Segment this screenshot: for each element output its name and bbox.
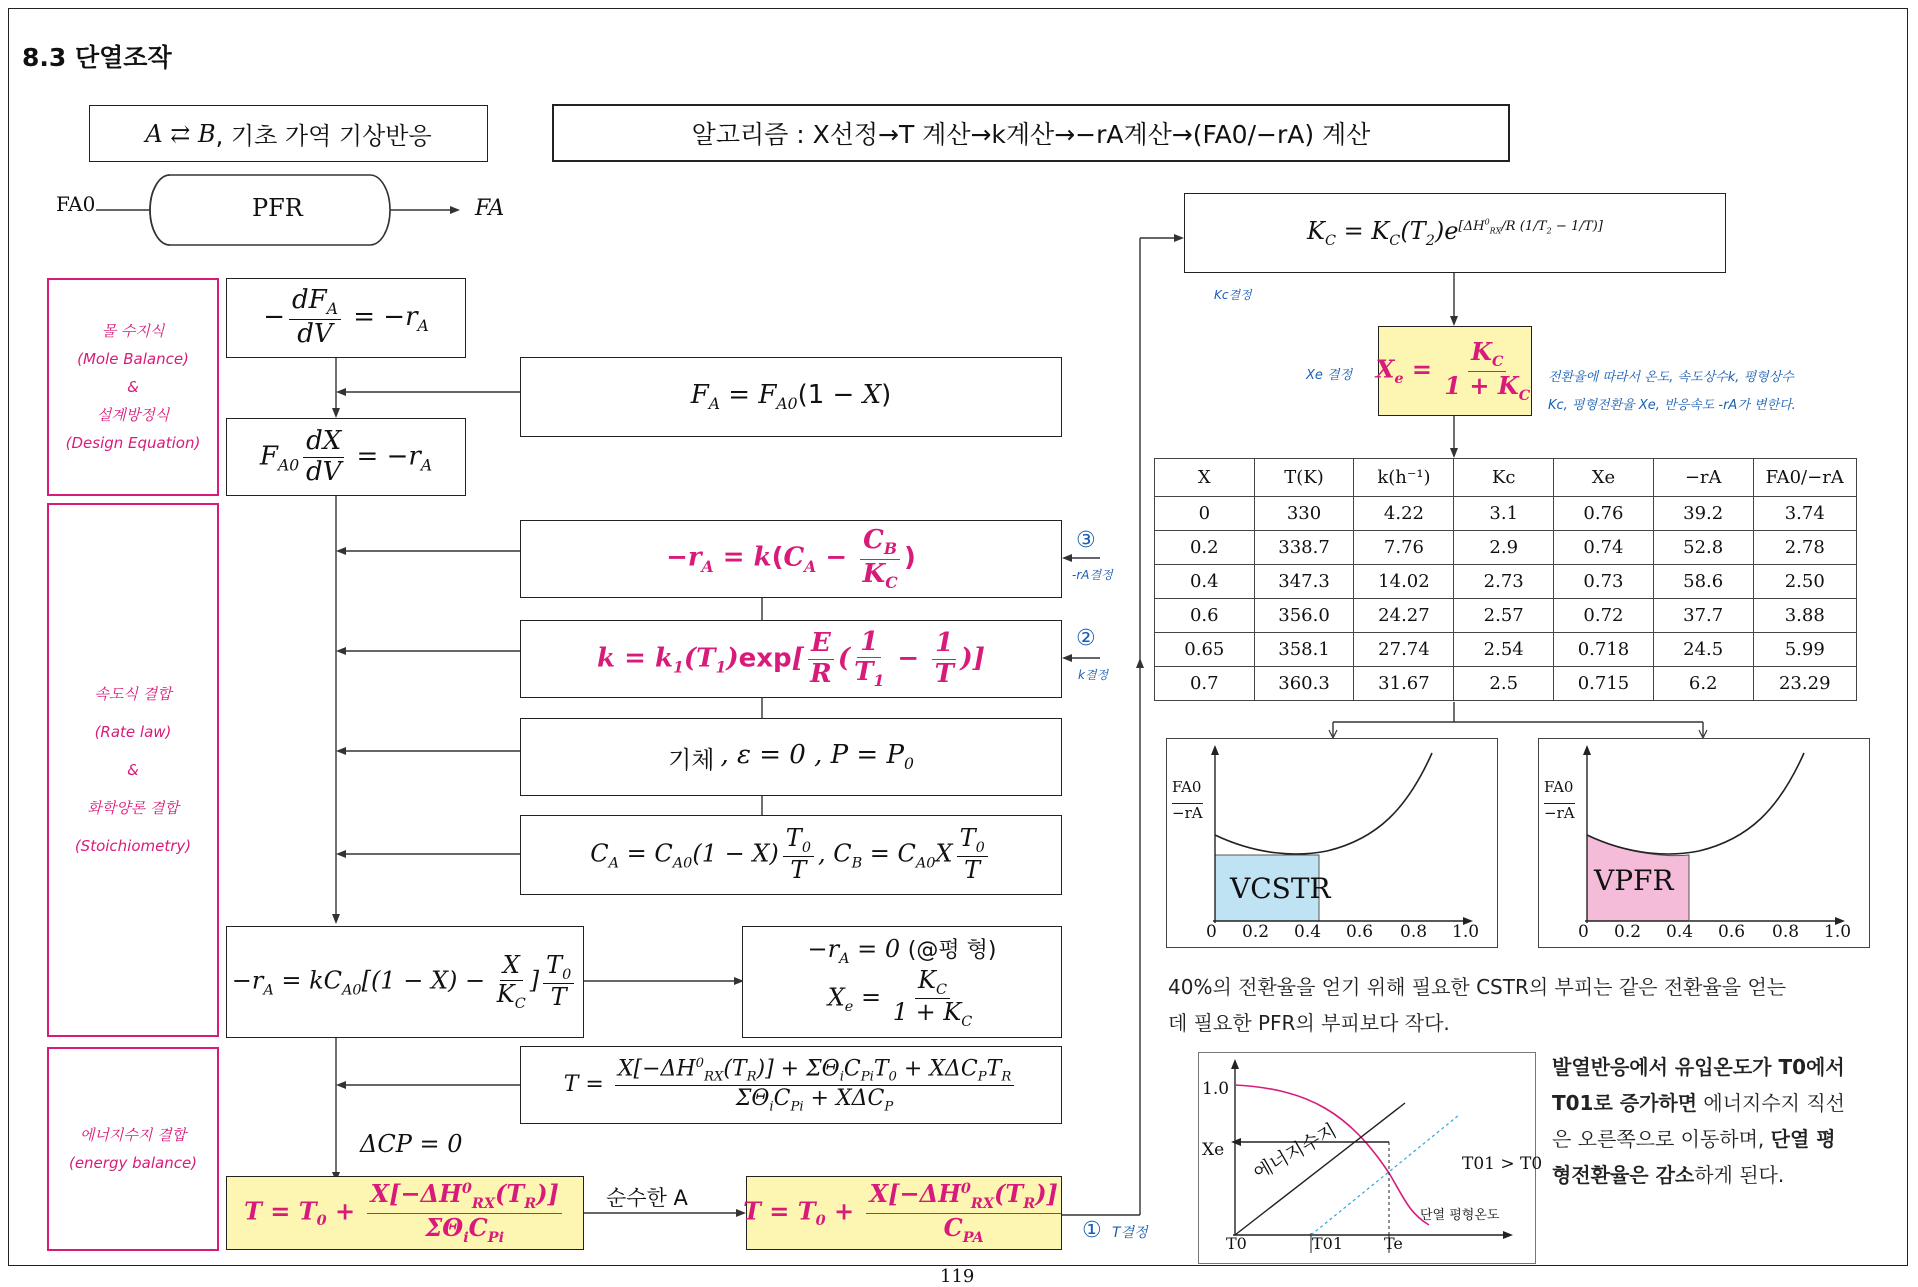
energy-balance-label: 에너지수지 bbox=[1250, 1119, 1341, 1185]
pfr-xtick: 0.6 bbox=[1718, 922, 1746, 942]
table-cell: 0.2 bbox=[1155, 531, 1255, 565]
energy-balance-eq: T = $\frac{X[-\Delta H^0_{RX}(T_R)] + \Sigma\Theta_iC_{Pi}T_0 + X\Delta C_PT_R}{\Sigma\Theta_iC_{Pi} + X\Delta C_P}$ bbox=[564, 1056, 1019, 1114]
xe-plot-ylabel: Xe bbox=[1202, 1140, 1225, 1160]
table-cell: 0.6 bbox=[1155, 599, 1255, 633]
rate-expression-eq: $-r_A = k(C_A$ − $\frac{C_B}{K_C}$ ) bbox=[666, 525, 916, 592]
kc-eq: $K_C = K_C(T_2)e[\Delta H0RX/R (1/T2 - 1/T)]$ bbox=[1307, 217, 1603, 249]
cstr-xtick: 0 bbox=[1206, 922, 1217, 942]
equilibrium-condition: $-r_A = 0$ (@평 형) bbox=[807, 935, 997, 968]
rate-law-line-2: (Rate law) bbox=[94, 723, 172, 741]
conclusion-line-1 bbox=[1552, 1048, 1845, 1086]
mole-balance-line-2: (Mole Balance) bbox=[77, 350, 189, 368]
t-compare-label: T01 > T0 bbox=[1462, 1154, 1543, 1174]
conclusion-line-2-bold: T01로 증가하면 bbox=[1552, 1091, 1698, 1115]
conclusion-line-2-rest: 에너지수지 직선 bbox=[1697, 1091, 1846, 1115]
table-cell: 24.27 bbox=[1354, 599, 1454, 633]
conclusion-line-2 bbox=[1552, 1084, 1845, 1122]
table-cell: 0.65 bbox=[1155, 633, 1255, 667]
table-cell: 0.76 bbox=[1554, 497, 1654, 531]
table-header-row bbox=[1155, 459, 1857, 497]
table-cell: 0.73 bbox=[1554, 565, 1654, 599]
conclusion-line-4 bbox=[1552, 1156, 1784, 1194]
pfr-xtick: 1.0 bbox=[1824, 922, 1852, 942]
combined-rate-box bbox=[226, 926, 584, 1038]
mole-balance-line-3: & bbox=[127, 378, 139, 396]
molar-flow-box bbox=[520, 357, 1062, 437]
table-header: Kc bbox=[1454, 459, 1554, 497]
table-row bbox=[1155, 565, 1857, 599]
table-cell: 360.3 bbox=[1254, 667, 1354, 701]
gas-label: 기체 bbox=[668, 745, 715, 774]
delta-cp-label: ΔCP = 0 bbox=[360, 1130, 463, 1158]
table-cell: 0.718 bbox=[1554, 633, 1654, 667]
table-cell: 3.74 bbox=[1753, 497, 1857, 531]
page-number: 119 bbox=[940, 1266, 975, 1287]
table-cell: 7.76 bbox=[1354, 531, 1454, 565]
mole-balance-eq-box bbox=[226, 278, 466, 358]
table-cell: 31.67 bbox=[1354, 667, 1454, 701]
table-header: X bbox=[1155, 459, 1255, 497]
table-cell: 14.02 bbox=[1354, 565, 1454, 599]
rate-expression-box bbox=[520, 520, 1062, 598]
cstr-xtick: 0.8 bbox=[1400, 922, 1428, 942]
table-cell: 39.2 bbox=[1653, 497, 1753, 531]
table-cell: 37.7 bbox=[1653, 599, 1753, 633]
fa0-label: FA0 bbox=[56, 192, 96, 216]
rate-law-line-4: 화학양론 결합 bbox=[87, 799, 179, 817]
table-cell: 338.7 bbox=[1254, 531, 1354, 565]
table-cell: 5.99 bbox=[1753, 633, 1857, 667]
table-cell: 2.57 bbox=[1454, 599, 1554, 633]
table-header: Xe bbox=[1554, 459, 1654, 497]
concentration-box bbox=[520, 815, 1062, 895]
step-3-label: -rA결정 bbox=[1072, 568, 1113, 582]
cstr-ylabel-top: FA0 bbox=[1172, 778, 1202, 796]
energy-line-2: (energy balance) bbox=[68, 1154, 198, 1172]
cstr-curve bbox=[1215, 753, 1432, 854]
cstr-xtick: 0.6 bbox=[1346, 922, 1374, 942]
kc-note: Kc결정 bbox=[1214, 288, 1252, 302]
pfr-xtick: 0.4 bbox=[1666, 922, 1694, 942]
conclusion-line-3 bbox=[1552, 1120, 1836, 1158]
table-header: −rA bbox=[1653, 459, 1753, 497]
pure-a-label: 순수한 A bbox=[606, 1186, 688, 1210]
algorithm-text: 알고리즘 : X선정→T 계산→k계산→−rA계산→(FA0/−rA) 계산 bbox=[691, 120, 1371, 149]
table-cell: 27.74 bbox=[1354, 633, 1454, 667]
table-cell: 6.2 bbox=[1653, 667, 1753, 701]
rate-law-line-1: 속도식 결합 bbox=[94, 685, 172, 703]
xe-plot-xtick: Te bbox=[1384, 1234, 1403, 1253]
comparison-text-1: 40%의 전환율을 얻기 위해 필요한 CSTR의 부피는 같은 전환율을 얻는 bbox=[1168, 975, 1787, 999]
design-eq: $F_{A0}$ $\frac{dX}{dV}$ = $-r_A$ bbox=[259, 425, 433, 487]
comparison-text-2: 데 필요한 PFR의 부피보다 작다. bbox=[1168, 1011, 1450, 1035]
rate-law-line-5: (Stoichiometry) bbox=[74, 837, 192, 855]
pfr-ylabel-bottom: −rA bbox=[1544, 804, 1575, 822]
table-cell: 23.29 bbox=[1753, 667, 1857, 701]
design-eq-box bbox=[226, 418, 466, 496]
table-header: T(K) bbox=[1254, 459, 1354, 497]
xe-plot-xtick: T0 bbox=[1226, 1234, 1247, 1253]
adiabatic-temp-eq: $T = T_0$ + $\frac{X[-\Delta H^0_{RX}(T_R)]}{\Sigma\Theta_iC_{Pi}}$ bbox=[244, 1180, 566, 1246]
conversion-table bbox=[1154, 458, 1857, 701]
equilibrium-label: (@평 형) bbox=[907, 938, 997, 964]
rate-constant-box bbox=[520, 620, 1062, 698]
table-cell: 2.54 bbox=[1454, 633, 1554, 667]
kc-box bbox=[1184, 193, 1726, 273]
cstr-xtick: 0.2 bbox=[1242, 922, 1270, 942]
conclusion-line-3-bold: 단열 평 bbox=[1770, 1127, 1836, 1151]
energy-balance-box-general bbox=[520, 1046, 1062, 1124]
pfr-plot bbox=[1538, 738, 1870, 948]
pfr-volume-label: VPFR bbox=[1594, 864, 1674, 897]
molar-flow-eq: $F_A = F_{A0}(1 - X)$ bbox=[690, 380, 892, 414]
conclusion-line-4-bold: 형전환율은 감소 bbox=[1552, 1163, 1695, 1187]
cstr-ylabel-bottom: −rA bbox=[1172, 804, 1203, 822]
table-cell: 2.9 bbox=[1454, 531, 1554, 565]
xe-box bbox=[1375, 326, 1532, 416]
table-cell: 3.1 bbox=[1454, 497, 1554, 531]
table-cell: 0.715 bbox=[1554, 667, 1654, 701]
cstr-xtick: 1.0 bbox=[1452, 922, 1480, 942]
step-1-label: T결정 bbox=[1112, 1225, 1148, 1241]
table-cell: 0.4 bbox=[1155, 565, 1255, 599]
xe-eq: $X_e$ = $\frac{K_C}{1 + K_C}$ bbox=[1375, 337, 1531, 404]
conclusion-line-3-text: 은 오른쪽으로 이동하며, bbox=[1552, 1127, 1771, 1151]
gas-phase-box bbox=[520, 718, 1062, 796]
xe-plot-ytick: 1.0 bbox=[1202, 1079, 1230, 1099]
step-1-circle: ① bbox=[1082, 1218, 1102, 1243]
pfr-curve bbox=[1587, 753, 1804, 854]
table-cell: 0 bbox=[1155, 497, 1255, 531]
table-row bbox=[1155, 633, 1857, 667]
cstr-xtick: 0.4 bbox=[1294, 922, 1322, 942]
section-title: 8.3 단열조작 bbox=[22, 43, 172, 72]
pfr-ylabel-top: FA0 bbox=[1544, 778, 1574, 796]
cstr-plot bbox=[1166, 738, 1498, 948]
table-cell: 347.3 bbox=[1254, 565, 1354, 599]
xe-plot-xtick: T01 bbox=[1312, 1234, 1344, 1253]
table-cell: 2.50 bbox=[1753, 565, 1857, 599]
fa-label: FA bbox=[475, 196, 505, 221]
pure-a-temp-eq: $T = T_0$ + $\frac{X[-\Delta H^0_{RX}(T_R)]}{C_{PA}}$ bbox=[743, 1180, 1065, 1246]
pfr-xtick: 0.2 bbox=[1614, 922, 1642, 942]
concentration-eq: $C_A = C_{A0}(1 - X)$ $\frac{T_0}{T}$ , $C_B = C_{A0}X$ $\frac{T_0}{T}$ bbox=[590, 825, 991, 885]
adiabatic-temp-box bbox=[226, 1176, 584, 1250]
step-3-circle: ③ bbox=[1076, 528, 1096, 553]
table-cell: 2.78 bbox=[1753, 531, 1857, 565]
table-cell: 356.0 bbox=[1254, 599, 1354, 633]
pfr-xtick: 0.8 bbox=[1772, 922, 1800, 942]
table-row bbox=[1155, 531, 1857, 565]
xe-side-note-1: 전환율에 따라서 온도, 속도상수k, 평형상수 bbox=[1548, 370, 1794, 385]
table-cell: 358.1 bbox=[1254, 633, 1354, 667]
adiabatic-eq-temp-label: 단열 평형온도 bbox=[1420, 1208, 1500, 1223]
mole-balance-line-1: 몰 수지식 bbox=[101, 322, 165, 340]
mole-balance-line-5: (Design Equation) bbox=[65, 434, 201, 452]
table-cell: 2.5 bbox=[1454, 667, 1554, 701]
equilibrium-conversion-eq: $X_e$ = $\frac{K_C}{1 + K_C}$ bbox=[827, 966, 973, 1031]
combined-rate-eq: $-r_A = kC_{A0}[(1 - X)$ − $\frac{X}{K_C}$ ] $\frac{T_0}{T}$ bbox=[232, 952, 579, 1012]
rate-constant-eq: $k = k_1(T_1)\exp$[ $\frac{E}{R}$ ( $\frac{1}{T_1}$ − $\frac{1}{T}$ )] bbox=[597, 626, 985, 691]
pure-a-temp-box bbox=[743, 1176, 1062, 1250]
cstr-volume-label: VCSTR bbox=[1230, 872, 1331, 905]
step-2-circle: ② bbox=[1076, 626, 1096, 651]
pfr-xtick: 0 bbox=[1578, 922, 1589, 942]
pfr-label: PFR bbox=[252, 194, 303, 222]
xe-side-note-2: Kc, 평형전환율 Xe, 반응속도 -rA가 변한다. bbox=[1548, 398, 1796, 413]
table-cell: 52.8 bbox=[1653, 531, 1753, 565]
table-cell: 58.6 bbox=[1653, 565, 1753, 599]
table-header: k(h⁻¹) bbox=[1354, 459, 1454, 497]
equilibrium-box bbox=[742, 926, 1062, 1038]
table-cell: 0.7 bbox=[1155, 667, 1255, 701]
table-cell: 24.5 bbox=[1653, 633, 1753, 667]
table-row bbox=[1155, 599, 1857, 633]
table-cell: 330 bbox=[1254, 497, 1354, 531]
rate-law-line-3: & bbox=[127, 761, 139, 779]
table-cell: 3.88 bbox=[1753, 599, 1857, 633]
conclusion-line-4-rest: 하게 된다. bbox=[1694, 1163, 1785, 1187]
energy-line-1: 에너지수지 결합 bbox=[79, 1126, 187, 1144]
table-row bbox=[1155, 667, 1857, 701]
reaction-equation: A ⇄ B bbox=[145, 119, 216, 148]
table-cell: 2.73 bbox=[1454, 565, 1554, 599]
table-cell: 0.74 bbox=[1554, 531, 1654, 565]
conclusion-line-1-text: 발열반응에서 유입온도가 T0에서 bbox=[1552, 1055, 1845, 1079]
reaction-description: , 기초 가역 기상반응 bbox=[215, 122, 432, 150]
table-header: FA0/−rA bbox=[1753, 459, 1857, 497]
table-row bbox=[1155, 497, 1857, 531]
step-2-label: k결정 bbox=[1078, 668, 1109, 682]
mole-balance-eq: − $\frac{dF_A}{dV}$ = $-r_A$ bbox=[263, 285, 429, 350]
table-cell: 0.72 bbox=[1554, 599, 1654, 633]
xe-note: Xe 결정 bbox=[1306, 368, 1353, 383]
gas-conditions: , ε = 0 , $P = P_0$ bbox=[720, 740, 914, 774]
table-cell: 4.22 bbox=[1354, 497, 1454, 531]
mole-balance-line-4: 설계방정식 bbox=[96, 406, 170, 424]
